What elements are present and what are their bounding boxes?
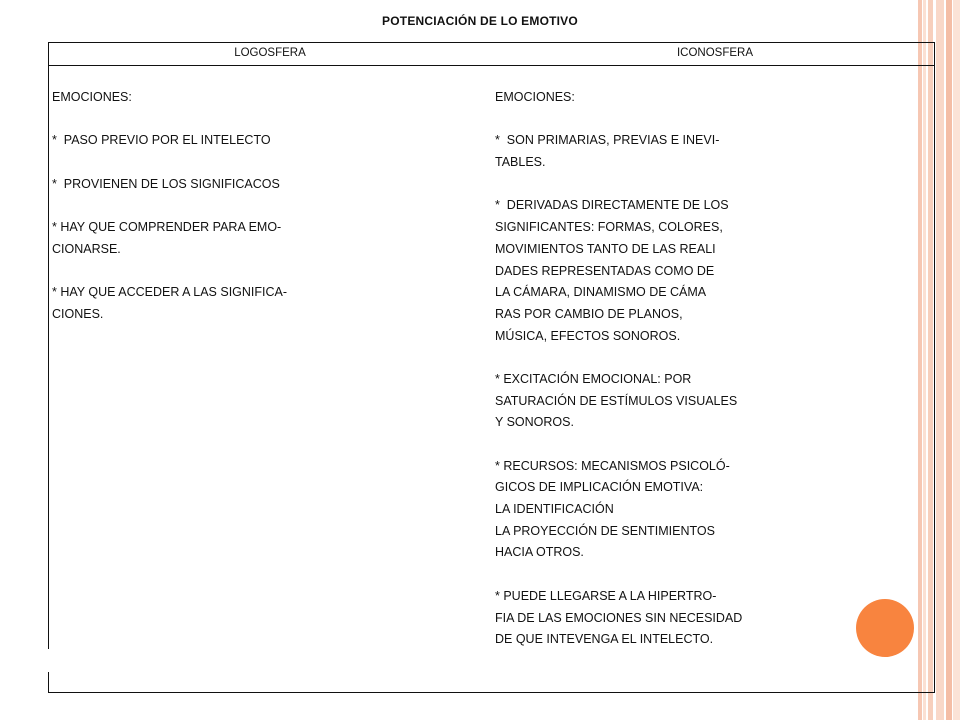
- blank-line: [52, 195, 287, 217]
- decor-stripe: [918, 0, 922, 720]
- blank-line: [52, 152, 287, 174]
- text-line: LA CÁMARA, DINAMISMO DE CÁMA: [495, 285, 707, 300]
- text-line: * RECURSOS: MECANISMOS PSICOLÓ-: [495, 458, 730, 473]
- text-line: * PROVIENEN DE LOS SIGNIFICACOS: [52, 176, 280, 191]
- text-line: Y SONOROS.: [495, 415, 574, 430]
- text-line: CIONARSE.: [52, 241, 121, 256]
- decor-circle: [856, 599, 914, 657]
- column-header-iconosfera: ICONOSFERA: [676, 47, 754, 59]
- text-line: SIGNIFICANTES: FORMAS, COLORES,: [495, 220, 723, 235]
- text-line: EMOCIONES:: [495, 90, 575, 104]
- text-line: * HAY QUE COMPRENDER PARA EMO-: [52, 220, 282, 235]
- text-line: * SON PRIMARIAS, PREVIAS E INEVI-: [495, 133, 720, 148]
- text-line: MOVIMIENTOS TANTO DE LAS REALI: [495, 241, 716, 256]
- blank-line: [495, 564, 742, 586]
- iconosfera-column: [495, 87, 742, 651]
- text-line: DE QUE INTEVENGA EL INTELECTO.: [495, 632, 714, 647]
- text-line: MÚSICA, EFECTOS SONOROS.: [495, 328, 681, 343]
- text-line: LA IDENTIFICACIÓN: [495, 502, 614, 517]
- column-header-logosfera: LOGOSFERA: [234, 47, 306, 59]
- blank-line: [495, 347, 742, 369]
- table-top-border: [48, 42, 935, 43]
- decor-stripe: [953, 0, 960, 720]
- blank-line: [52, 261, 287, 283]
- table-bottom-border: [48, 692, 935, 693]
- text-line: HACIA OTROS.: [495, 545, 584, 560]
- text-line: RAS POR CAMBIO DE PLANOS,: [495, 306, 683, 321]
- text-line: * EXCITACIÓN EMOCIONAL: POR: [495, 371, 692, 386]
- text-line: * PUEDE LLEGARSE A LA HIPERTRO-: [495, 588, 717, 603]
- decor-stripe: [928, 0, 933, 720]
- table-left-border: [48, 42, 49, 649]
- logosfera-column: [52, 87, 287, 326]
- decor-stripe: [923, 0, 926, 720]
- blank-line: [495, 109, 742, 131]
- table-right-border: [934, 42, 935, 693]
- blank-line: [495, 434, 742, 456]
- text-line: DADES REPRESENTADAS COMO DE: [495, 263, 715, 278]
- slide-title: POTENCIACIÓN DE LO EMOTIVO: [382, 14, 578, 28]
- text-line: SATURACIÓN DE ESTÍMULOS VISUALES: [495, 393, 738, 408]
- text-line: GICOS DE IMPLICACIÓN EMOTIVA:: [495, 480, 704, 495]
- text-line: FIA DE LAS EMOCIONES SIN NECESIDAD: [495, 610, 743, 625]
- text-line: LA PROYECCIÓN DE SENTIMIENTOS: [495, 523, 715, 538]
- text-line: * DERIVADAS DIRECTAMENTE DE LOS: [495, 198, 729, 213]
- text-line: * HAY QUE ACCEDER A LAS SIGNIFICA-: [52, 285, 288, 300]
- decor-stripe: [936, 0, 944, 720]
- blank-line: [52, 109, 287, 131]
- text-line: TABLES.: [495, 155, 546, 170]
- text-line: EMOCIONES:: [52, 90, 132, 104]
- table-left-border: [48, 672, 49, 693]
- header-divider: [48, 65, 935, 66]
- blank-line: [495, 174, 742, 196]
- text-line: * PASO PREVIO POR EL INTELECTO: [52, 133, 271, 148]
- decor-stripe: [946, 0, 952, 720]
- text-line: CIONES.: [52, 306, 104, 321]
